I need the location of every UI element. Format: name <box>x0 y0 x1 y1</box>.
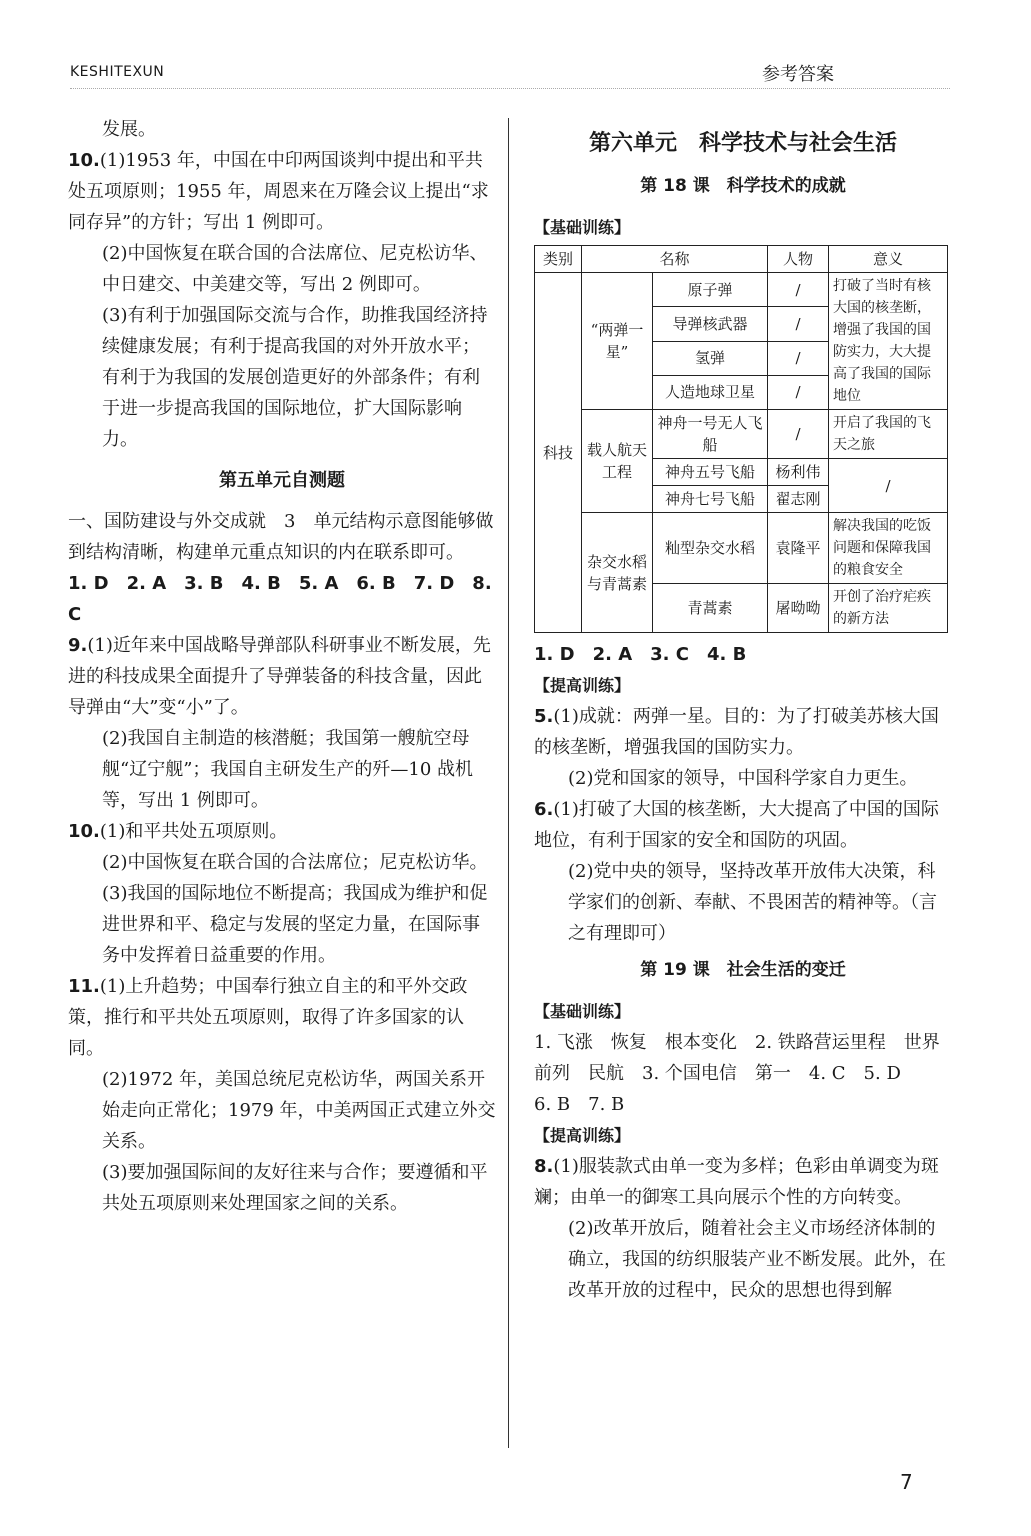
answer-10 <box>68 145 496 238</box>
achievements-table <box>534 245 948 633</box>
answer-text: (1)成就：两弹一星。目的：为了打破美苏核大国的核垄断，增强我国的国防实力。 <box>534 706 939 758</box>
unit-title: 第六单元 科学技术与社会生活 <box>588 131 897 156</box>
advanced-training-tag-2: 【提高训练】 <box>534 1126 631 1145</box>
question-number: 6. <box>534 799 554 820</box>
answer-10b-2: (2)中国恢复在联合国的合法席位；尼克松访华。 <box>102 852 488 873</box>
table-item: 神舟七号飞船 <box>653 486 768 513</box>
table-person: / <box>768 375 829 409</box>
table-item: 氢弹 <box>653 341 768 375</box>
section-title: 第五单元自测题 <box>219 470 345 491</box>
lesson-18-mc-answers: 1. D 2. A 3. C 4. B <box>534 644 747 665</box>
answer-10b <box>68 816 496 847</box>
table-item: 神舟五号飞船 <box>653 459 768 486</box>
column-divider <box>508 118 509 1448</box>
answer-text: (1)打破了大国的核垄断，大大提高了中国的国际地位，有利于国家的安全和国防的巩固。 <box>534 799 939 851</box>
answer-text: (1)1953 年，中国在中印两国谈判中提出和平共处五项原则；1955 年，周恩来在万隆会议上提出“求同存异”的方针；写出 1 例即可。 <box>68 150 489 233</box>
answer-6-2: (2)党中央的领导，坚持改革开放伟大决策，科学家们的创新、奉献、不畏困苦的精神等。（言之有理即可） <box>568 861 937 944</box>
answer-11-3: (3)要加强国际间的友好往来与合作；要遵循和平共处五项原则来处理国家之间的关系。 <box>102 1162 488 1214</box>
question-number: 9. <box>68 635 88 656</box>
answer-10-2: (2)中国恢复在联合国的合法席位、尼克松访华、中日建交、中美建交等，写出 2 例即可。 <box>102 243 488 295</box>
advanced-training-tag: 【提高训练】 <box>534 676 631 695</box>
answer-10-3: (3)有利于加强国际交流与合作，助推我国经济持续健康发展；有利于提高我国的对外开放水平；有利于为我国的发展创造更好的外部条件；有利于进一步提高我国的国际地位，扩大国际影响力。 <box>102 305 488 450</box>
answer-text: (1)上升趋势；中国奉行独立自主的和平外交政策，推行和平共处五项原则，取得了许多国家的认同。 <box>68 976 468 1059</box>
answer-9 <box>68 630 496 723</box>
table-person: 杨利伟 <box>768 459 829 486</box>
table-item: 原子弹 <box>653 273 768 307</box>
lesson-19-basic-answers: 1. 飞涨 恢复 根本变化 2. 铁路营运里程 世界前列 民航 3. 个国电信 第一 4. C 5. D <box>534 1032 940 1084</box>
table-person: 翟志刚 <box>768 486 829 513</box>
table-meaning: 打破了当时有核大国的核垄断，增强了我国的国防实力，大大提高了我国的国际地位 <box>829 273 948 410</box>
left-column <box>68 114 496 1219</box>
table-header-meaning: 意义 <box>829 246 948 273</box>
group-two-bombs-one-satellite: “两弹一星” <box>582 273 653 410</box>
question-number: 11. <box>68 976 100 997</box>
table-person: 袁隆平 <box>768 513 829 584</box>
multiple-choice-answers: 1. D 2. A 3. B 4. B 5. A 6. B 7. D 8. C <box>68 573 492 625</box>
question-number: 10. <box>68 821 100 842</box>
table-meaning: / <box>829 459 948 513</box>
answer-part-1: 一、国防建设与外交成就 3 单元结构示意图能够做到结构清晰，构建单元重点知识的内在联系即可。 <box>68 511 494 563</box>
question-number: 8. <box>534 1156 554 1177</box>
table-item: 导弹核武器 <box>653 307 768 341</box>
table-category-cell: 科技 <box>535 273 582 633</box>
table-item: 神舟一号无人飞船 <box>653 410 768 459</box>
answer-8-2: (2)改革开放后，随着社会主义市场经济体制的确立，我国的纺织服装产业不断发展。此外，在改革开放的过程中，民众的思想也得到解 <box>568 1218 946 1301</box>
basic-training-tag-2: 【基础训练】 <box>534 1002 631 1021</box>
lesson-18-title: 第 18 课 科学技术的成就 <box>640 176 846 196</box>
answer-11-2: (2)1972 年，美国总统尼克松访华，两国关系开始走向正常化；1979 年，中美两国正式建立外交关系。 <box>102 1069 496 1152</box>
lesson-19-basic-answers-2: 6. B 7. B <box>534 1094 625 1115</box>
answer-text: (1)服装款式由单一变为多样；色彩由单调变为斑斓；由单一的御寒工具向展示个性的方向转变。 <box>534 1156 939 1208</box>
table-person: / <box>768 341 829 375</box>
page-number: 7 <box>900 1470 913 1494</box>
continuation-text: 发展。 <box>102 119 156 140</box>
answer-10b-3: (3)我国的国际地位不断提高；我国成为维护和促进世界和平、稳定与发展的坚定力量，在国际事务中发挥着日益重要的作用。 <box>102 883 488 966</box>
answer-9-2: (2)我国自主制造的核潜艇；我国第一艘航空母舰“辽宁舰”；我国自主研发生产的歼—10 战机等，写出 1 例即可。 <box>102 728 474 811</box>
question-number: 10. <box>68 150 100 171</box>
table-item: 籼型杂交水稻 <box>653 513 768 584</box>
answer-8 <box>534 1151 952 1213</box>
lesson-19-title: 第 19 课 社会生活的变迁 <box>640 960 846 980</box>
table-person: / <box>768 410 829 459</box>
table-header-name: 名称 <box>582 246 768 273</box>
table-header-category: 类别 <box>535 246 582 273</box>
header-section-title: 参考答案 <box>762 64 834 85</box>
answer-5 <box>534 701 952 763</box>
table-meaning: 开启了我国的飞天之旅 <box>829 410 948 459</box>
table-header-person: 人物 <box>768 246 829 273</box>
answer-5-2: (2)党和国家的领导，中国科学家自力更生。 <box>568 768 918 789</box>
group-manned-spaceflight: 载人航天工程 <box>582 410 653 513</box>
group-rice-artemisinin: 杂交水稻与青蒿素 <box>582 513 653 633</box>
table-person: / <box>768 307 829 341</box>
answer-text: (1)和平共处五项原则。 <box>99 821 288 842</box>
answer-11 <box>68 971 496 1064</box>
table-meaning: 开创了治疗疟疾的新方法 <box>829 584 948 633</box>
right-column <box>534 114 952 1306</box>
answer-6 <box>534 794 952 856</box>
table-item: 青蒿素 <box>653 584 768 633</box>
basic-training-tag: 【基础训练】 <box>534 218 631 237</box>
table-person: / <box>768 273 829 307</box>
header-rule <box>70 88 950 89</box>
header-brand: KESHITEXUN <box>70 64 165 80</box>
table-item: 人造地球卫星 <box>653 375 768 409</box>
table-person: 屠呦呦 <box>768 584 829 633</box>
question-number: 5. <box>534 706 554 727</box>
table-meaning: 解决我国的吃饭问题和保障我国的粮食安全 <box>829 513 948 584</box>
answer-text: (1)近年来中国战略导弹部队科研事业不断发展，先进的科技成果全面提升了导弹装备的科技含量，因此导弹由“大”变“小”了。 <box>68 635 491 718</box>
